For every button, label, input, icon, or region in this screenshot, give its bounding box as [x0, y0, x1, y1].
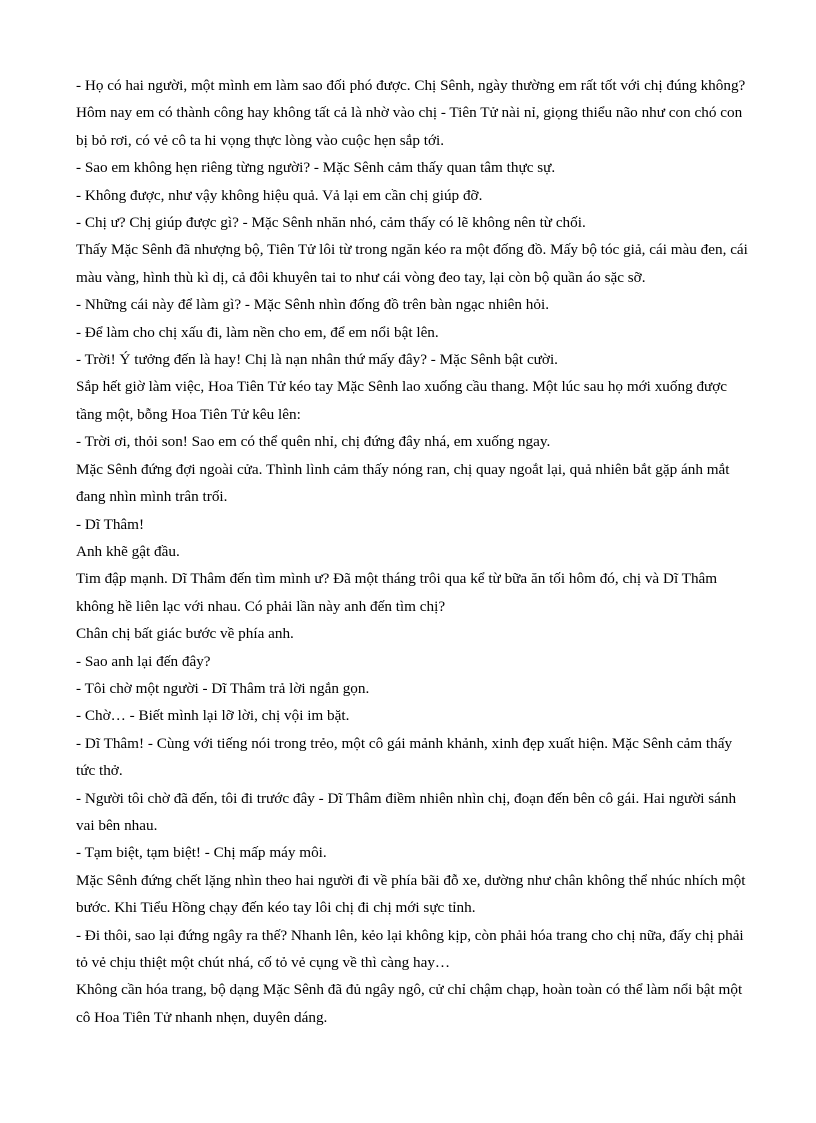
paragraph: Không cần hóa trang, bộ dạng Mặc Sênh đã đủ ngây ngô, cử chỉ chậm chạp, hoàn toàn có thể làm nổi bật một cô Hoa Tiên Tử nhanh nhẹn, duyên dáng.	[76, 981, 743, 1026]
paragraph: Chân chị bất giác bước về phía anh.	[76, 625, 294, 643]
paragraph: Mặc Sênh đứng đợi ngoài cửa. Thình lình cảm thấy nóng ran, chị quay ngoắt lại, quả nhiên bắt gặp ánh mắt đang nhìn mình trân trối.	[76, 460, 730, 506]
paragraph: - Không được, như vậy không hiệu quả. Vả lại em cần chị giúp đỡ.	[76, 186, 483, 204]
paragraph: - Chờ… - Biết mình lại lỡ lời, chị vội im bặt.	[76, 707, 350, 725]
paragraph: Sắp hết giờ làm việc, Hoa Tiên Tử kéo tay Mặc Sênh lao xuống cầu thang. Một lúc sau họ mới xuống được tầng một, bỗng Hoa Tiên Tử kêu lên:	[76, 378, 728, 423]
paragraph: Mặc Sênh đứng chết lặng nhìn theo hai người đi về phía bãi đỗ xe, dường như chân không thể nhúc nhích một bước. Khi Tiểu Hồng chạy đến kéo tay lôi chị đi chị mới sực tỉnh.	[76, 871, 746, 917]
paragraph: - Sao em không hẹn riêng từng người? - Mặc Sênh cảm thấy quan tâm thực sự.	[76, 159, 556, 177]
paragraph: - Tạm biệt, tạm biệt! - Chị mấp máy môi.	[76, 844, 327, 862]
paragraph: - Những cái này để làm gì? - Mặc Sênh nhìn đống đồ trên bàn ngạc nhiên hỏi.	[76, 296, 550, 314]
paragraph: - Người tôi chờ đã đến, tôi đi trước đây - Dĩ Thâm điềm nhiên nhìn chị, đoạn đến bên cô gái. Hai người sánh vai bên nhau.	[76, 789, 737, 834]
paragraph: Anh khẽ gật đầu.	[76, 542, 180, 560]
paragraph: - Họ có hai người, một mình em làm sao đối phó được. Chị Sênh, ngày thường em rất tốt với chị đúng không? Hôm nay em có thành công hay không tất cả là nhờ vào chị - Tiên Tử nài nỉ, giọng thiểu não như con chó con bị bỏ rơi, có vẻ cô ta hi vọng thực lòng vào cuộc hẹn sắp tới.	[76, 77, 746, 149]
paragraph: Tim đập mạnh. Dĩ Thâm đến tìm mình ư? Đã một tháng trôi qua kể từ bữa ăn tối hôm đó, chị và Dĩ Thâm không hề liên lạc với nhau. Có phải lần này anh đến tìm chị?	[76, 570, 718, 615]
paragraph: - Dĩ Thâm! - Cùng với tiếng nói trong trẻo, một cô gái mảnh khảnh, xinh đẹp xuất hiện. Mặc Sênh cảm thấy tức thở.	[76, 734, 733, 780]
paragraph: - Trời ơi, thỏi son! Sao em có thể quên nhỉ, chị đứng đây nhá, em xuống ngay.	[76, 433, 551, 451]
paragraph: - Tôi chờ một người - Dĩ Thâm trả lời ngắn gọn.	[76, 679, 370, 697]
paragraph: - Sao anh lại đến đây?	[76, 652, 211, 670]
paragraph: - Trời! Ý tưởng đến là hay! Chị là nạn nhân thứ mấy đây? - Mặc Sênh bật cười.	[76, 351, 558, 369]
paragraph: - Chị ư? Chị giúp được gì? - Mặc Sênh nhăn nhó, cảm thấy có lẽ không nên từ chối.	[76, 214, 586, 232]
paragraph: - Dĩ Thâm!	[76, 515, 145, 533]
paragraph: - Đi thôi, sao lại đứng ngây ra thế? Nhanh lên, kẻo lại không kịp, còn phải hóa trang cho chị nữa, đấy chị phải tỏ vẻ chịu thiệt một chút nhá, cố tỏ vẻ cụng về thì càng hay…	[76, 926, 744, 971]
document-page	[76, 72, 752, 1031]
paragraph: - Để làm cho chị xấu đi, làm nền cho em, để em nổi bật lên.	[76, 323, 439, 341]
paragraph: Thấy Mặc Sênh đã nhượng bộ, Tiên Tử lôi từ trong ngăn kéo ra một đống đồ. Mấy bộ tóc giả, cái màu đen, cái màu vàng, hình thù kì dị, cả đôi khuyên tai to như cái vòng đeo tay, lại còn bộ quần áo sặc sỡ.	[76, 241, 748, 286]
